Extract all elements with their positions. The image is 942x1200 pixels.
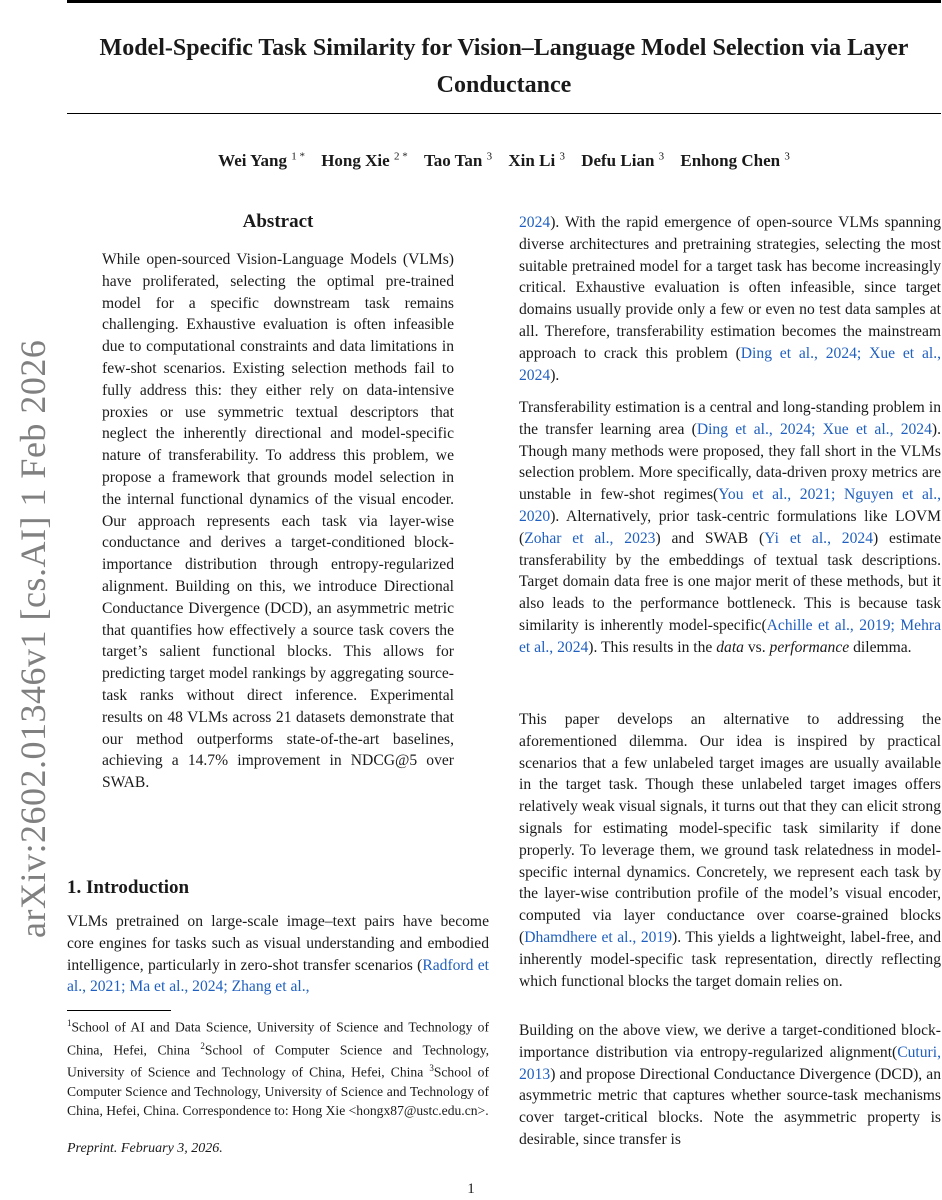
author: Wei Yang $^{1 *}$ bbox=[218, 150, 305, 170]
paper-title: Model-Specific Task Similarity for Vision–Language Model Selection via Layer Conductance bbox=[99, 35, 909, 98]
intro-paragraph: Building on the above view, we derive a target-conditioned block-importance distribution via entropy-regularized alignment(Cuturi, 2013) and propose Directional Conductance Divergence (DCD), an asymmetric metric that captures whether source-task mechanisms cover target-critical blocks. Note the asymmetric property is desirable, since transfer is bbox=[519, 1022, 941, 1148]
intro-paragraph: 2024). With the rapid emergence of open-source VLMs spanning diverse architectures and pretraining strategies, selecting the most suitable pretrained model for a target task has become increasingly critical. Exhaustive evaluation is often infeasible, since target domains usually provide only a few or even no test data samples at all. Therefore, transferability estimation becomes the mainstream approach to crack this problem (Ding et al., 2024; Xue et al., 2024). bbox=[519, 214, 941, 384]
citation-link[interactable]: 2024 bbox=[519, 214, 551, 231]
citation-link[interactable]: You et al., 2021; Nguyen et al., 2020 bbox=[519, 486, 941, 525]
section-heading-introduction: 1. Introduction bbox=[67, 877, 190, 898]
affiliations-footnote: $^1$School of AI and Data Science, University of Science and Technology of China, Hefei, China $^2$School of Computer Science and Technology, University of Science and Technology of China, Hefei, China $^3$School of Computer Science and Technology, University of Science and Technology of China, Hefei, China. Correspondence to: Hong Xie <hongx87@ustc.edu.cn>. bbox=[67, 1018, 489, 1118]
citation-link[interactable]: Ding et al., 2024; Xue et al., 2024 bbox=[519, 344, 941, 384]
citation-link[interactable]: Cuturi, 2013 bbox=[519, 1043, 941, 1083]
citation-link[interactable]: Achille et al., 2019; Mehra et al., 2024 bbox=[519, 616, 941, 656]
intro-paragraph: Transferability estimation is a central and long-standing problem in the transfer learning area (Ding et al., 2024; Xue et al., 2024). Though many methods were proposed, they fall short in the VLMs selection problem. More specifically, data-driven proxy metrics are unstable in few-shot regimes(You et al., 2021; Nguyen et al., 2020). Alternatively, prior task-centric formulations like LOVM (Zohar et al., 2023) and SWAB (Yi et al., 2024) estimate transferability by the embeddings of textual task descriptions. Target domain data free is one major merit of these methods, but it also leads to the performance bottleneck. This is because task similarity is inherently model-specific(Achille et al., 2019; Mehra et al., 2024). This results in the data vs. performance dilemma. bbox=[519, 399, 941, 656]
abstract-text: While open-sourced Vision-Language Models (VLMs) have proliferated, selecting the optimal pre-trained model for a specific downstream task remains challenging. Exhaustive evaluation is often infeasible due to computational constraints and data limitations in few-shot scenarios. Existing selection methods fail to fully address this: they either rely on data-intensive proxies or use symmetric textual descriptors that neglect the inherently directional and model-specific nature of transferability. To address this problem, we propose a framework that grounds model selection in the internal functional dynamics of the visual encoder. Our approach represents each task via layer-wise conductance and derives a target-conditioned block-importance distribution through entropy-regularized alignment. Building on this, we introduce Directional Conductance Divergence (DCD), an asymmetric metric that quantifies how effectively a source task covers the target’s salient functional blocks. This allows for predicting target model rankings by aggregating source-task ranks without direct inference. Experimental results on 48 VLMs across 21 datasets demonstrate that our method outperforms state-of-the-art baselines, achieving a 14.7% improvement in NDCG@5 over SWAB. bbox=[102, 251, 454, 792]
author: Defu Lian $^3$ bbox=[581, 150, 665, 170]
footnote-rule bbox=[67, 1010, 171, 1011]
title-bottom-rule bbox=[67, 113, 941, 114]
page-number: 1 bbox=[467, 1181, 475, 1197]
preprint-date: Preprint. February 3, 2026. bbox=[67, 1141, 223, 1156]
citation-link[interactable]: Dhamdhere et al., 2019 bbox=[524, 928, 673, 946]
abstract-heading: Abstract bbox=[242, 211, 314, 232]
intro-paragraph: VLMs pretrained on large-scale image–text pairs have become core engines for tasks such as visual understanding and embodied intelligence, particularly in zero-shot transfer scenarios (Radford et al., 2021; Ma et al., 2024; Zhang et al., bbox=[67, 913, 489, 996]
citation-link[interactable]: Ding et al., 2024; Xue et al., 2024 bbox=[696, 420, 932, 438]
arxiv-stamp: arXiv:2602.01346v1 [cs.AI] 1 Feb 2026 bbox=[13, 339, 53, 938]
author: Xin Li $^3$ bbox=[508, 150, 565, 170]
author: Hong Xie $^{2 *}$ bbox=[321, 150, 408, 170]
intro-paragraph: This paper develops an alternative to addressing the aforementioned dilemma. Our idea is inspired by practical scenarios that a few unlabeled target images are usually available in the target task. Though these unlabeled target images offers relatively weak visual signals, it turns out that they can elicit strong signals for estimating model-specific task similarity if done properly. To leverage them, we ground task relatedness in model-specific internal dynamics. Concretely, we represent each task by the layer-wise contribution profile of the model’s visual encoder, computed via layer conductance over coarse-grained blocks (Dhamdhere et al., 2019). This yields a lightweight, label-free, and inherently model-specific task representation, directly reflecting which functional blocks the target domain relies on. bbox=[519, 711, 941, 990]
author: Enhong Chen $^3$ bbox=[680, 150, 790, 170]
citation-link[interactable]: Zohar et al., 2023 bbox=[524, 529, 656, 547]
top-rule bbox=[67, 0, 941, 3]
citation-link[interactable]: Radford et al., 2021; Ma et al., 2024; Zhang et al., bbox=[67, 956, 489, 996]
author: Tao Tan $^3$ bbox=[423, 150, 493, 170]
citation-link[interactable]: Yi et al., 2024 bbox=[764, 529, 873, 547]
author-list bbox=[67, 150, 941, 171]
